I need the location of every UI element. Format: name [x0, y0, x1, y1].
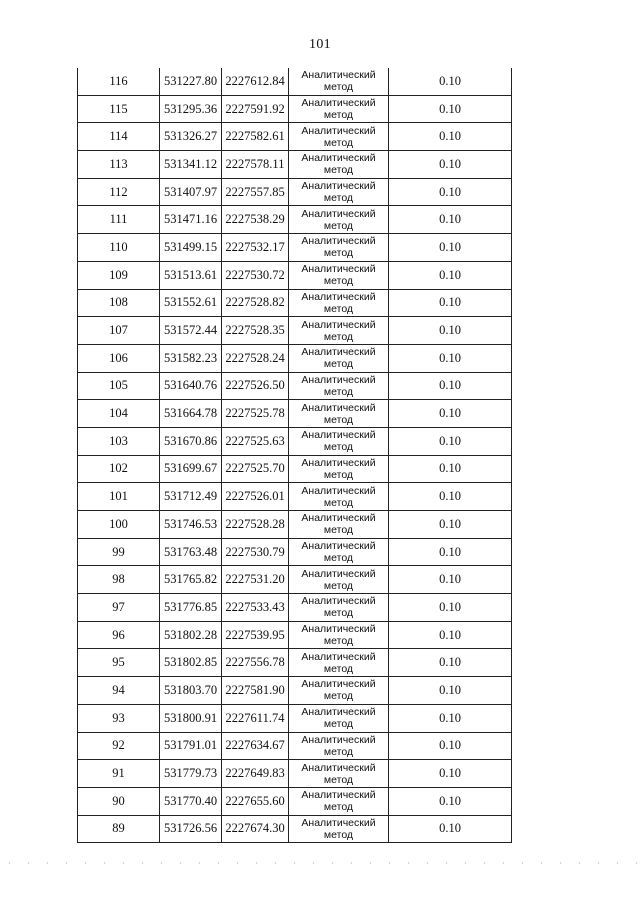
- coordinate-x-cell: 531499.15: [160, 234, 222, 262]
- accuracy-cell: 0.10: [389, 787, 512, 815]
- coordinate-x-cell: 531295.36: [160, 95, 222, 123]
- coordinate-x-cell: 531726.56: [160, 815, 222, 843]
- coordinate-y-cell: 2227528.28: [222, 511, 289, 539]
- table-row: [78, 261, 512, 289]
- method-label-line1: Аналитический: [301, 706, 376, 719]
- coordinate-y-cell: 2227528.24: [222, 344, 289, 372]
- method-cell: [289, 455, 389, 483]
- coordinate-y-cell: 2227531.20: [222, 566, 289, 594]
- method-cell: [289, 372, 389, 400]
- method-label-line1: Аналитический: [301, 429, 376, 442]
- point-number-cell: 106: [78, 344, 160, 372]
- method-cell: [289, 151, 389, 179]
- coordinate-x-cell: 531326.27: [160, 123, 222, 151]
- coordinate-y-cell: 2227591.92: [222, 95, 289, 123]
- method-cell: [289, 566, 389, 594]
- coordinate-x-cell: 531227.80: [160, 68, 222, 95]
- point-number-cell: 90: [78, 787, 160, 815]
- coordinate-x-cell: 531770.40: [160, 787, 222, 815]
- point-number-cell: 102: [78, 455, 160, 483]
- method-label-line1: Аналитический: [301, 512, 376, 525]
- point-number-cell: 89: [78, 815, 160, 843]
- coordinate-y-cell: 2227530.79: [222, 538, 289, 566]
- coordinate-y-cell: 2227582.61: [222, 123, 289, 151]
- method-label-line1: Аналитический: [301, 346, 376, 359]
- method-label-line1: Аналитический: [301, 401, 376, 414]
- point-number-cell: 113: [78, 151, 160, 179]
- coordinate-x-cell: 531640.76: [160, 372, 222, 400]
- point-number-cell: 93: [78, 704, 160, 732]
- table-row: [78, 427, 512, 455]
- method-cell: [289, 317, 389, 345]
- method-label-line2: метод: [323, 552, 354, 565]
- method-label-line2: метод: [323, 109, 354, 122]
- method-cell: [289, 234, 389, 262]
- point-number-cell: 105: [78, 372, 160, 400]
- point-number-cell: 111: [78, 206, 160, 234]
- table-row: [78, 344, 512, 372]
- coordinate-y-cell: 2227649.83: [222, 760, 289, 788]
- method-label-line1: Аналитический: [301, 152, 376, 165]
- accuracy-cell: 0.10: [389, 178, 512, 206]
- point-number-cell: 108: [78, 289, 160, 317]
- coordinates-table-body: [78, 68, 512, 843]
- method-label-line1: Аналитический: [301, 263, 376, 276]
- coordinate-y-cell: 2227526.01: [222, 483, 289, 511]
- point-number-cell: 91: [78, 760, 160, 788]
- table-row: [78, 455, 512, 483]
- method-label-line1: Аналитический: [301, 789, 376, 802]
- method-label-line1: Аналитический: [301, 816, 376, 829]
- scan-noise-line: [0, 862, 640, 864]
- table-row: [78, 123, 512, 151]
- table-row: [78, 787, 512, 815]
- coordinate-x-cell: 531407.97: [160, 178, 222, 206]
- method-label-line2: метод: [323, 607, 354, 620]
- method-label-line1: Аналитический: [301, 207, 376, 220]
- method-label-line2: метод: [323, 468, 354, 481]
- method-label-line1: Аналитический: [301, 595, 376, 608]
- method-cell: [289, 123, 389, 151]
- point-number-cell: 115: [78, 95, 160, 123]
- coordinate-y-cell: 2227538.29: [222, 206, 289, 234]
- accuracy-cell: 0.10: [389, 760, 512, 788]
- accuracy-cell: 0.10: [389, 594, 512, 622]
- method-cell: [289, 787, 389, 815]
- point-number-cell: 114: [78, 123, 160, 151]
- point-number-cell: 101: [78, 483, 160, 511]
- coordinate-x-cell: 531763.48: [160, 538, 222, 566]
- table-row: [78, 95, 512, 123]
- method-cell: [289, 621, 389, 649]
- accuracy-cell: 0.10: [389, 372, 512, 400]
- method-label-line1: Аналитический: [301, 733, 376, 746]
- accuracy-cell: 0.10: [389, 344, 512, 372]
- method-cell: [289, 261, 389, 289]
- accuracy-cell: 0.10: [389, 261, 512, 289]
- coordinate-y-cell: 2227612.84: [222, 68, 289, 95]
- accuracy-cell: 0.10: [389, 483, 512, 511]
- accuracy-cell: 0.10: [389, 289, 512, 317]
- method-cell: [289, 732, 389, 760]
- method-label-line2: метод: [323, 773, 354, 786]
- table-row: [78, 400, 512, 428]
- method-cell: [289, 677, 389, 705]
- point-number-cell: 100: [78, 511, 160, 539]
- method-label-line2: метод: [323, 385, 354, 398]
- coordinate-x-cell: 531765.82: [160, 566, 222, 594]
- method-label-line1: Аналитический: [301, 124, 376, 137]
- coordinate-y-cell: 2227578.11: [222, 151, 289, 179]
- method-cell: [289, 289, 389, 317]
- accuracy-cell: 0.10: [389, 427, 512, 455]
- method-cell: [289, 511, 389, 539]
- coordinate-x-cell: 531802.85: [160, 649, 222, 677]
- coordinate-x-cell: 531582.23: [160, 344, 222, 372]
- accuracy-cell: 0.10: [389, 621, 512, 649]
- coordinate-x-cell: 531664.78: [160, 400, 222, 428]
- method-cell: [289, 704, 389, 732]
- accuracy-cell: 0.10: [389, 677, 512, 705]
- method-label-line2: метод: [323, 413, 354, 426]
- coordinate-y-cell: 2227533.43: [222, 594, 289, 622]
- accuracy-cell: 0.10: [389, 815, 512, 843]
- method-cell: [289, 815, 389, 843]
- method-label-line2: метод: [323, 801, 354, 814]
- accuracy-cell: 0.10: [389, 455, 512, 483]
- coordinate-x-cell: 531670.86: [160, 427, 222, 455]
- point-number-cell: 109: [78, 261, 160, 289]
- coordinate-y-cell: 2227528.82: [222, 289, 289, 317]
- coordinate-x-cell: 531800.91: [160, 704, 222, 732]
- coordinate-x-cell: 531513.61: [160, 261, 222, 289]
- accuracy-cell: 0.10: [389, 123, 512, 151]
- coordinate-x-cell: 531712.49: [160, 483, 222, 511]
- method-label-line1: Аналитический: [301, 235, 376, 248]
- table-row: [78, 732, 512, 760]
- method-label-line2: метод: [323, 718, 354, 731]
- table-row: [78, 649, 512, 677]
- point-number-cell: 116: [78, 68, 160, 95]
- coordinate-y-cell: 2227526.50: [222, 372, 289, 400]
- table-row: [78, 760, 512, 788]
- point-number-cell: 99: [78, 538, 160, 566]
- table-row: [78, 289, 512, 317]
- coordinate-x-cell: 531803.70: [160, 677, 222, 705]
- accuracy-cell: 0.10: [389, 400, 512, 428]
- accuracy-cell: 0.10: [389, 649, 512, 677]
- method-cell: [289, 206, 389, 234]
- method-label-line2: метод: [323, 690, 354, 703]
- coordinate-x-cell: 531552.61: [160, 289, 222, 317]
- point-number-cell: 95: [78, 649, 160, 677]
- coordinate-y-cell: 2227528.35: [222, 317, 289, 345]
- method-label-line1: Аналитический: [301, 761, 376, 774]
- method-cell: [289, 400, 389, 428]
- method-cell: [289, 538, 389, 566]
- method-label-line2: метод: [323, 496, 354, 509]
- coordinate-y-cell: 2227530.72: [222, 261, 289, 289]
- method-label-line2: метод: [323, 828, 354, 841]
- coordinate-x-cell: 531699.67: [160, 455, 222, 483]
- point-number-cell: 107: [78, 317, 160, 345]
- table-row: [78, 483, 512, 511]
- coordinate-y-cell: 2227674.30: [222, 815, 289, 843]
- point-number-cell: 110: [78, 234, 160, 262]
- table-row: [78, 317, 512, 345]
- table-row: [78, 234, 512, 262]
- method-label-line1: Аналитический: [301, 180, 376, 193]
- method-label-line1: Аналитический: [301, 318, 376, 331]
- method-label-line2: метод: [323, 358, 354, 371]
- method-label-line2: метод: [323, 662, 354, 675]
- table-row: [78, 566, 512, 594]
- coordinate-x-cell: 531779.73: [160, 760, 222, 788]
- method-label-line1: Аналитический: [301, 567, 376, 580]
- table-row: [78, 511, 512, 539]
- point-number-cell: 98: [78, 566, 160, 594]
- method-label-line1: Аналитический: [301, 97, 376, 110]
- method-cell: [289, 427, 389, 455]
- coordinate-y-cell: 2227557.85: [222, 178, 289, 206]
- method-label-line2: метод: [323, 441, 354, 454]
- method-cell: [289, 483, 389, 511]
- point-number-cell: 94: [78, 677, 160, 705]
- table-row: [78, 372, 512, 400]
- coordinate-x-cell: 531341.12: [160, 151, 222, 179]
- coordinate-y-cell: 2227532.17: [222, 234, 289, 262]
- coordinate-x-cell: 531471.16: [160, 206, 222, 234]
- method-label-line1: Аналитический: [301, 623, 376, 636]
- method-label-line2: метод: [323, 524, 354, 537]
- method-label-line1: Аналитический: [301, 678, 376, 691]
- table-row: [78, 594, 512, 622]
- coordinate-y-cell: 2227539.95: [222, 621, 289, 649]
- method-label-line1: Аналитический: [301, 69, 376, 82]
- accuracy-cell: 0.10: [389, 538, 512, 566]
- table-row: [78, 538, 512, 566]
- coordinates-table: [77, 68, 512, 843]
- method-cell: [289, 68, 389, 95]
- method-cell: [289, 178, 389, 206]
- method-cell: [289, 760, 389, 788]
- coordinate-y-cell: 2227655.60: [222, 787, 289, 815]
- point-number-cell: 97: [78, 594, 160, 622]
- coordinate-x-cell: 531791.01: [160, 732, 222, 760]
- table-row: [78, 178, 512, 206]
- accuracy-cell: 0.10: [389, 511, 512, 539]
- method-label-line2: метод: [323, 745, 354, 758]
- method-cell: [289, 594, 389, 622]
- method-label-line1: Аналитический: [301, 290, 376, 303]
- accuracy-cell: 0.10: [389, 704, 512, 732]
- method-label-line1: Аналитический: [301, 373, 376, 386]
- method-label-line1: Аналитический: [301, 456, 376, 469]
- method-label-line1: Аналитический: [301, 540, 376, 553]
- accuracy-cell: 0.10: [389, 95, 512, 123]
- point-number-cell: 96: [78, 621, 160, 649]
- method-label-line2: метод: [323, 219, 354, 232]
- table-row: [78, 704, 512, 732]
- method-label-line1: Аналитический: [301, 650, 376, 663]
- method-label-line2: метод: [323, 247, 354, 260]
- coordinate-y-cell: 2227581.90: [222, 677, 289, 705]
- coordinate-y-cell: 2227611.74: [222, 704, 289, 732]
- coordinate-y-cell: 2227525.70: [222, 455, 289, 483]
- method-label-line2: метод: [323, 164, 354, 177]
- coordinate-y-cell: 2227556.78: [222, 649, 289, 677]
- coordinate-x-cell: 531746.53: [160, 511, 222, 539]
- coordinate-y-cell: 2227525.63: [222, 427, 289, 455]
- method-cell: [289, 649, 389, 677]
- table-row: [78, 677, 512, 705]
- method-label-line2: метод: [323, 330, 354, 343]
- accuracy-cell: 0.10: [389, 151, 512, 179]
- table-row: [78, 815, 512, 843]
- accuracy-cell: 0.10: [389, 566, 512, 594]
- accuracy-cell: 0.10: [389, 732, 512, 760]
- accuracy-cell: 0.10: [389, 68, 512, 95]
- page-number: 101: [309, 37, 331, 52]
- coordinate-x-cell: 531802.28: [160, 621, 222, 649]
- method-label-line1: Аналитический: [301, 484, 376, 497]
- point-number-cell: 104: [78, 400, 160, 428]
- method-label-line2: метод: [323, 302, 354, 315]
- coordinate-x-cell: 531572.44: [160, 317, 222, 345]
- point-number-cell: 112: [78, 178, 160, 206]
- table-row: [78, 68, 512, 95]
- accuracy-cell: 0.10: [389, 234, 512, 262]
- coordinate-y-cell: 2227525.78: [222, 400, 289, 428]
- table-row: [78, 621, 512, 649]
- coordinate-y-cell: 2227634.67: [222, 732, 289, 760]
- method-cell: [289, 344, 389, 372]
- accuracy-cell: 0.10: [389, 206, 512, 234]
- point-number-cell: 103: [78, 427, 160, 455]
- method-cell: [289, 95, 389, 123]
- method-label-line2: метод: [323, 635, 354, 648]
- method-label-line2: метод: [323, 81, 354, 94]
- method-label-line2: метод: [323, 192, 354, 205]
- point-number-cell: 92: [78, 732, 160, 760]
- accuracy-cell: 0.10: [389, 317, 512, 345]
- method-label-line2: метод: [323, 579, 354, 592]
- coordinate-x-cell: 531776.85: [160, 594, 222, 622]
- table-row: [78, 151, 512, 179]
- method-label-line2: метод: [323, 275, 354, 288]
- method-label-line2: метод: [323, 136, 354, 149]
- table-row: [78, 206, 512, 234]
